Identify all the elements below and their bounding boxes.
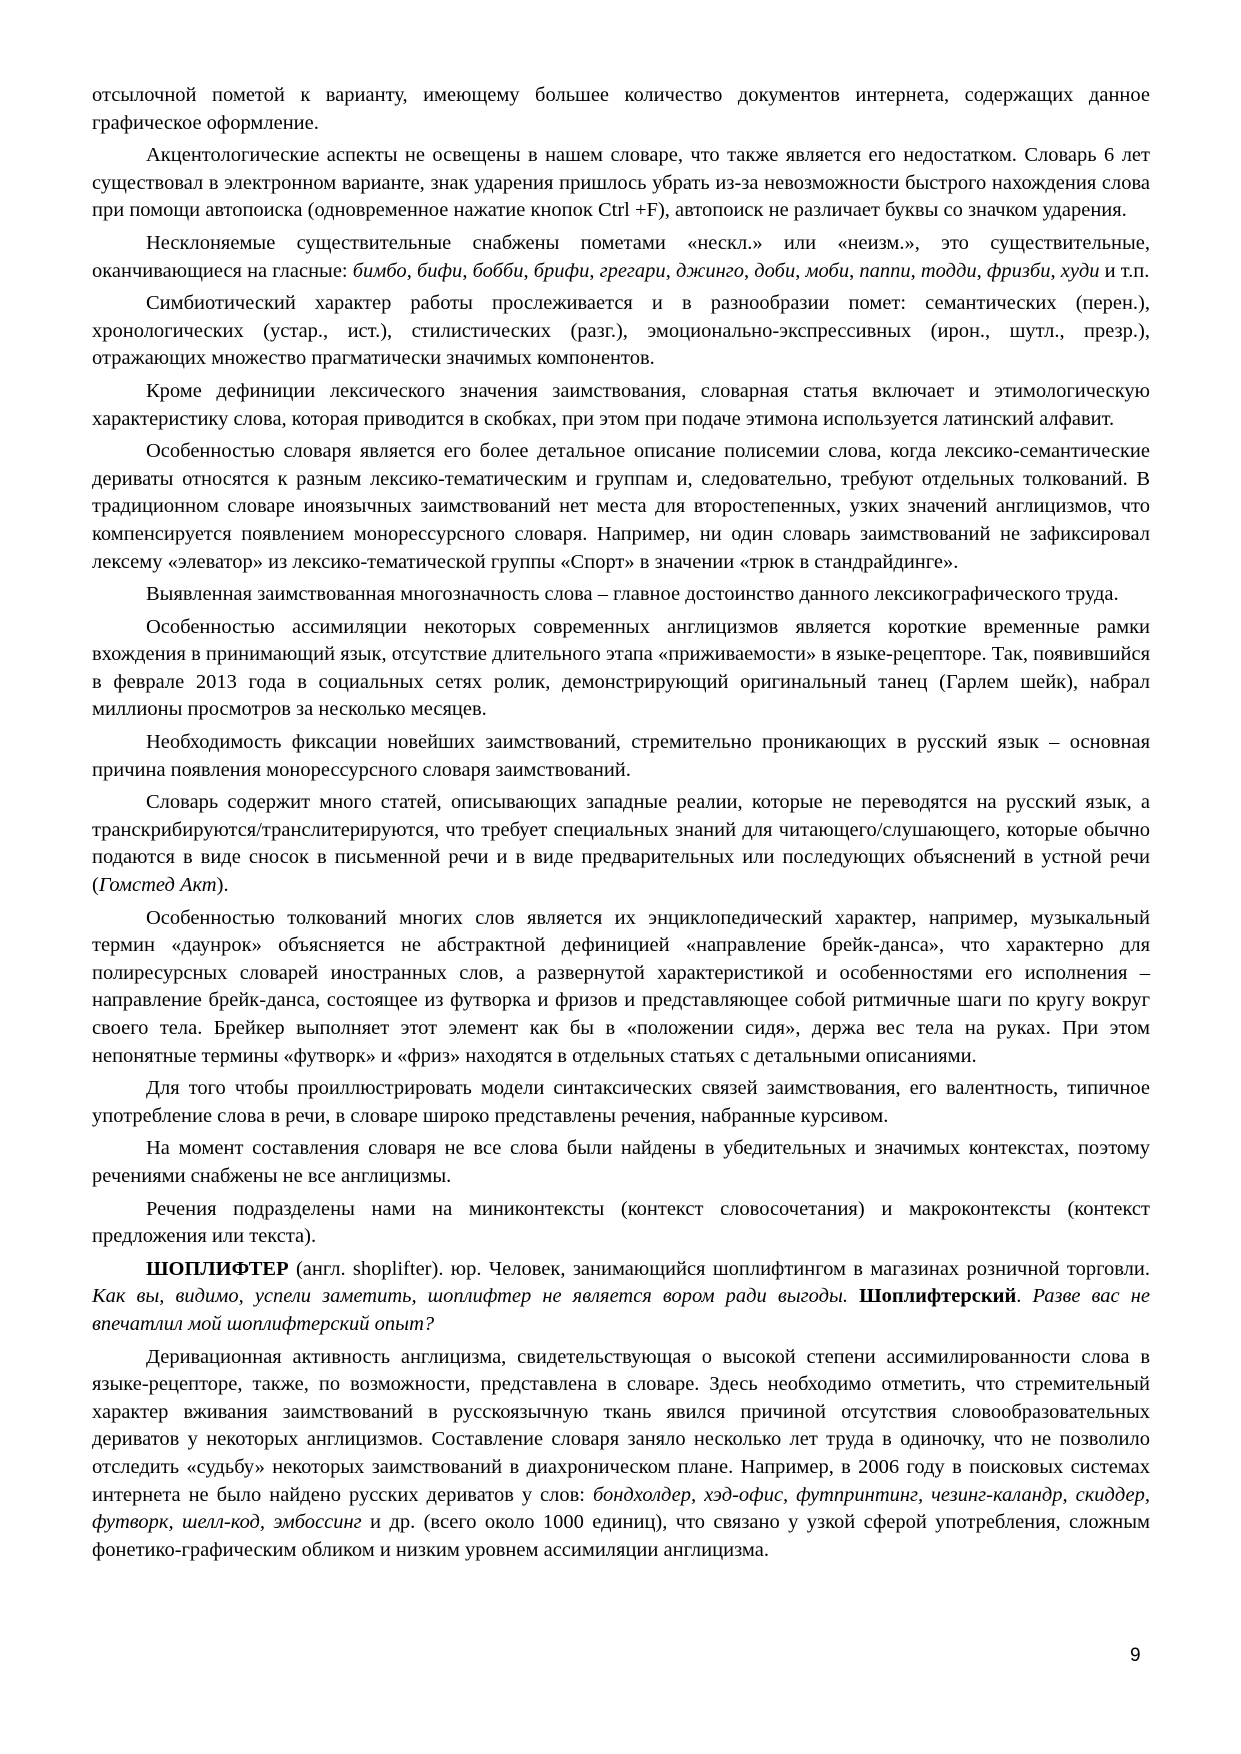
text-run: , <box>589 259 600 282</box>
text-run: Словарь содержит много статей, описывающих западные реалии, которые не переводятся на русский язык, а транскрибируются/транслитерируются, что требует специальных знаний для читающего/слушающего, которые обычно подаются в виде сносок в письменной речи и в виде предварительных или последующих объяснений в устной речи ( <box>92 791 1150 897</box>
text-run: Особенностью ассимиляции некоторых современных англицизмов является короткие временные рамки вхождения в принимающий язык, отсутствие длительного этапа «приживаемости» в языке-рецепторе. Так, появившийся в феврале 2013 года в социальных сетях ролик, демонстрирующий оригинальный танец (Гарлем шейк), набрал миллионы просмотров за несколько месяцев. <box>92 615 1150 721</box>
text-run: Кроме дефиниции лексического значения заимствования, словарная статья включает и этимологическую характеристику слова, которая приводится в скобках, при этом при подаче этимона используется латинский алфавит. <box>92 379 1150 430</box>
paragraph <box>92 581 1150 609</box>
text-run: , <box>976 259 987 282</box>
text-run: (англ. shoplifter). юр. Человек, занимающийся шоплифтингом в магазинах розничной торговли. <box>288 1257 1150 1280</box>
text-run: и т.п. <box>1099 259 1150 282</box>
italic-text: тодди <box>920 259 977 282</box>
text-run: На момент составления словаря не все слова были найдены в убедительных и значимых контекстах, поэтому речениями снабжены не все англицизмы. <box>92 1137 1150 1187</box>
text-run: , <box>406 259 417 282</box>
text-run: Выявленная заимствованная многозначность слова – главное достоинство данного лексикографического труда. <box>146 583 1119 606</box>
paragraph <box>92 1344 1150 1565</box>
italic-text: бифи <box>416 259 463 282</box>
text-run: отсылочной пометой к варианту, имеющему большее количество документов интернета, содержащих данное графическое оформление. <box>92 84 1150 134</box>
italic-text: Гомстед Акт <box>98 874 217 897</box>
paragraph <box>92 142 1150 225</box>
text-run: , <box>744 259 755 282</box>
paragraph <box>92 378 1150 433</box>
paragraph <box>92 1135 1150 1190</box>
italic-text: фризби <box>986 259 1051 282</box>
text-run: и др. (всего около 1000 единиц), что связано у узкой сферой употребления, сложным фонетико-графическим обликом и низким уровнем ассимиляции англицизма. <box>92 1511 1150 1561</box>
bold-text: ШОПЛИФТЕР <box>146 1257 289 1280</box>
text-run: . <box>1016 1285 1033 1308</box>
text-run: Симбиотический характер работы прослеживается и в разнообразии помет: семантических (перен.), хронологических (устар., ист.), стилистических (разг.), эмоционально-экспрессивных (ирон., шутл., презр.), отражающих множество прагматически значимых компонентов. <box>92 292 1150 370</box>
text-run: Для того чтобы проиллюстрировать модели синтаксических связей заимствования, его валентность, типичное употребление слова в речи, в словаре широко представлены речения, набранные курсивом. <box>92 1077 1150 1127</box>
paragraph <box>92 1256 1150 1339</box>
text-run: Речения подразделены нами на миниконтексты (контекст словосочетания) и макроконтексты (контекст предложения или текста). <box>92 1197 1150 1248</box>
italic-text: бобби <box>472 259 524 282</box>
paragraph <box>92 1196 1150 1251</box>
text-run: , <box>1050 259 1061 282</box>
paragraph <box>92 905 1150 1071</box>
text-run <box>848 1285 859 1307</box>
paragraph <box>92 230 1150 285</box>
paragraph <box>92 82 1150 137</box>
paragraph <box>92 614 1150 724</box>
italic-text: бимбо <box>352 259 407 282</box>
paragraph <box>92 438 1150 576</box>
page-number: 9 <box>1130 1645 1141 1666</box>
document-body <box>92 82 1150 1569</box>
italic-text: брифи <box>533 259 590 282</box>
italic-text: худи <box>1060 259 1100 282</box>
italic-text: паппи <box>859 259 911 282</box>
paragraph <box>92 1075 1150 1130</box>
text-run: Необходимость фиксации новейших заимствований, стремительно проникающих в русский язык – основная причина появления монорессурсного словаря заимствований. <box>92 731 1150 781</box>
paragraph <box>92 290 1150 373</box>
text-run: Акцентологические аспекты не освещены в нашем словаре, что также является его недостатком. Словарь 6 лет существовал в электронном варианте, знак ударения пришлось убрать из-за невозможности быстрого нахождения слова при помощи автопоиска (одновременное нажатие кнопок Ctrl +F), автопоиск не различает буквы со значком ударения. <box>92 144 1150 222</box>
paragraph <box>92 789 1150 899</box>
text-run: ). <box>216 874 229 897</box>
text-run: , <box>665 259 676 282</box>
italic-text: Как вы, видимо, успели заметить, шоплифтер не является вором ради выгоды. <box>92 1285 849 1308</box>
text-run: , <box>523 259 534 282</box>
text-run: Деривационная активность англицизма, свидетельствующая о высокой степени ассимилированности слова в языке-рецепторе, также, по возможности, представлена в словаре. Здесь необходимо отметить, что стремительный характер вживания заимствований в русскоязычную ткань явился причиной отсутствия словообразовательных дериватов у некоторых англицизмов. Составление словаря заняло несколько лет труда в одиночку, что не позволило отследить «судьбу» некоторых заимствований в диахроническом плане. Например, в 2006 году в поисковых системах интернета не было найдено русских дериватов у слов: <box>92 1345 1150 1506</box>
text-run: , <box>849 259 860 282</box>
paragraph <box>92 729 1150 784</box>
text-run: Несклоняемые существительные снабжены пометами «нескл.» или «неизм.», это существительные, оканчивающиеся на гласные: <box>92 231 1150 282</box>
italic-text: джинго <box>675 259 745 282</box>
bold-text: Шоплифтерский <box>859 1285 1017 1308</box>
italic-text: моби <box>805 259 850 282</box>
text-run: , <box>910 259 921 282</box>
text-run: , <box>795 259 806 282</box>
italic-text: бондхолдер, хэд-офис, футпринтинг, чезинг-каландр, скиддер, футворк, шелл-код, эмбоссинг <box>92 1483 1151 1534</box>
italic-text: доби <box>754 259 796 282</box>
text-run: Особенностью толкований многих слов является их энциклопедический характер, например, музыкальный термин «даунрок» объясняется не абстрактной дефиницией «направление брейк-данса», что характерно для полиресурсных словарей иностранных слов, а развернутой характеристикой и особенностями его исполнения – направление брейк-данса, состоящее из футворка и фризов и представляющее собой ритмичные шаги по кругу вокруг своего тела. Брейкер выполняет этот элемент как бы в «положении сидя», держа вес тела на руках. При этом непонятные термины «футворк» и «фриз» находятся в отдельных статьях с детальными описаниями. <box>92 906 1150 1067</box>
italic-text: Разве вас не впечатлил мой шоплифтерский опыт? <box>92 1285 1150 1335</box>
text-run: , <box>462 259 473 282</box>
italic-text: грегари <box>599 259 666 282</box>
text-run: Особенностью словаря является его более детальное описание полисемии слова, когда лексико-семантические дериваты относятся к разным лексико-тематическим и группам и, следовательно, требуют отдельных толкований. В традиционном словаре иноязычных заимствований нет места для второстепенных, узких значений англицизмов, что компенсируется появлением монорессурсного словаря. Например, ни один словарь заимствований не зафиксировал лексему «элеватор» из лексико-тематической группы «Спорт» в значении «трюк в стандрайдинге». <box>92 440 1150 573</box>
